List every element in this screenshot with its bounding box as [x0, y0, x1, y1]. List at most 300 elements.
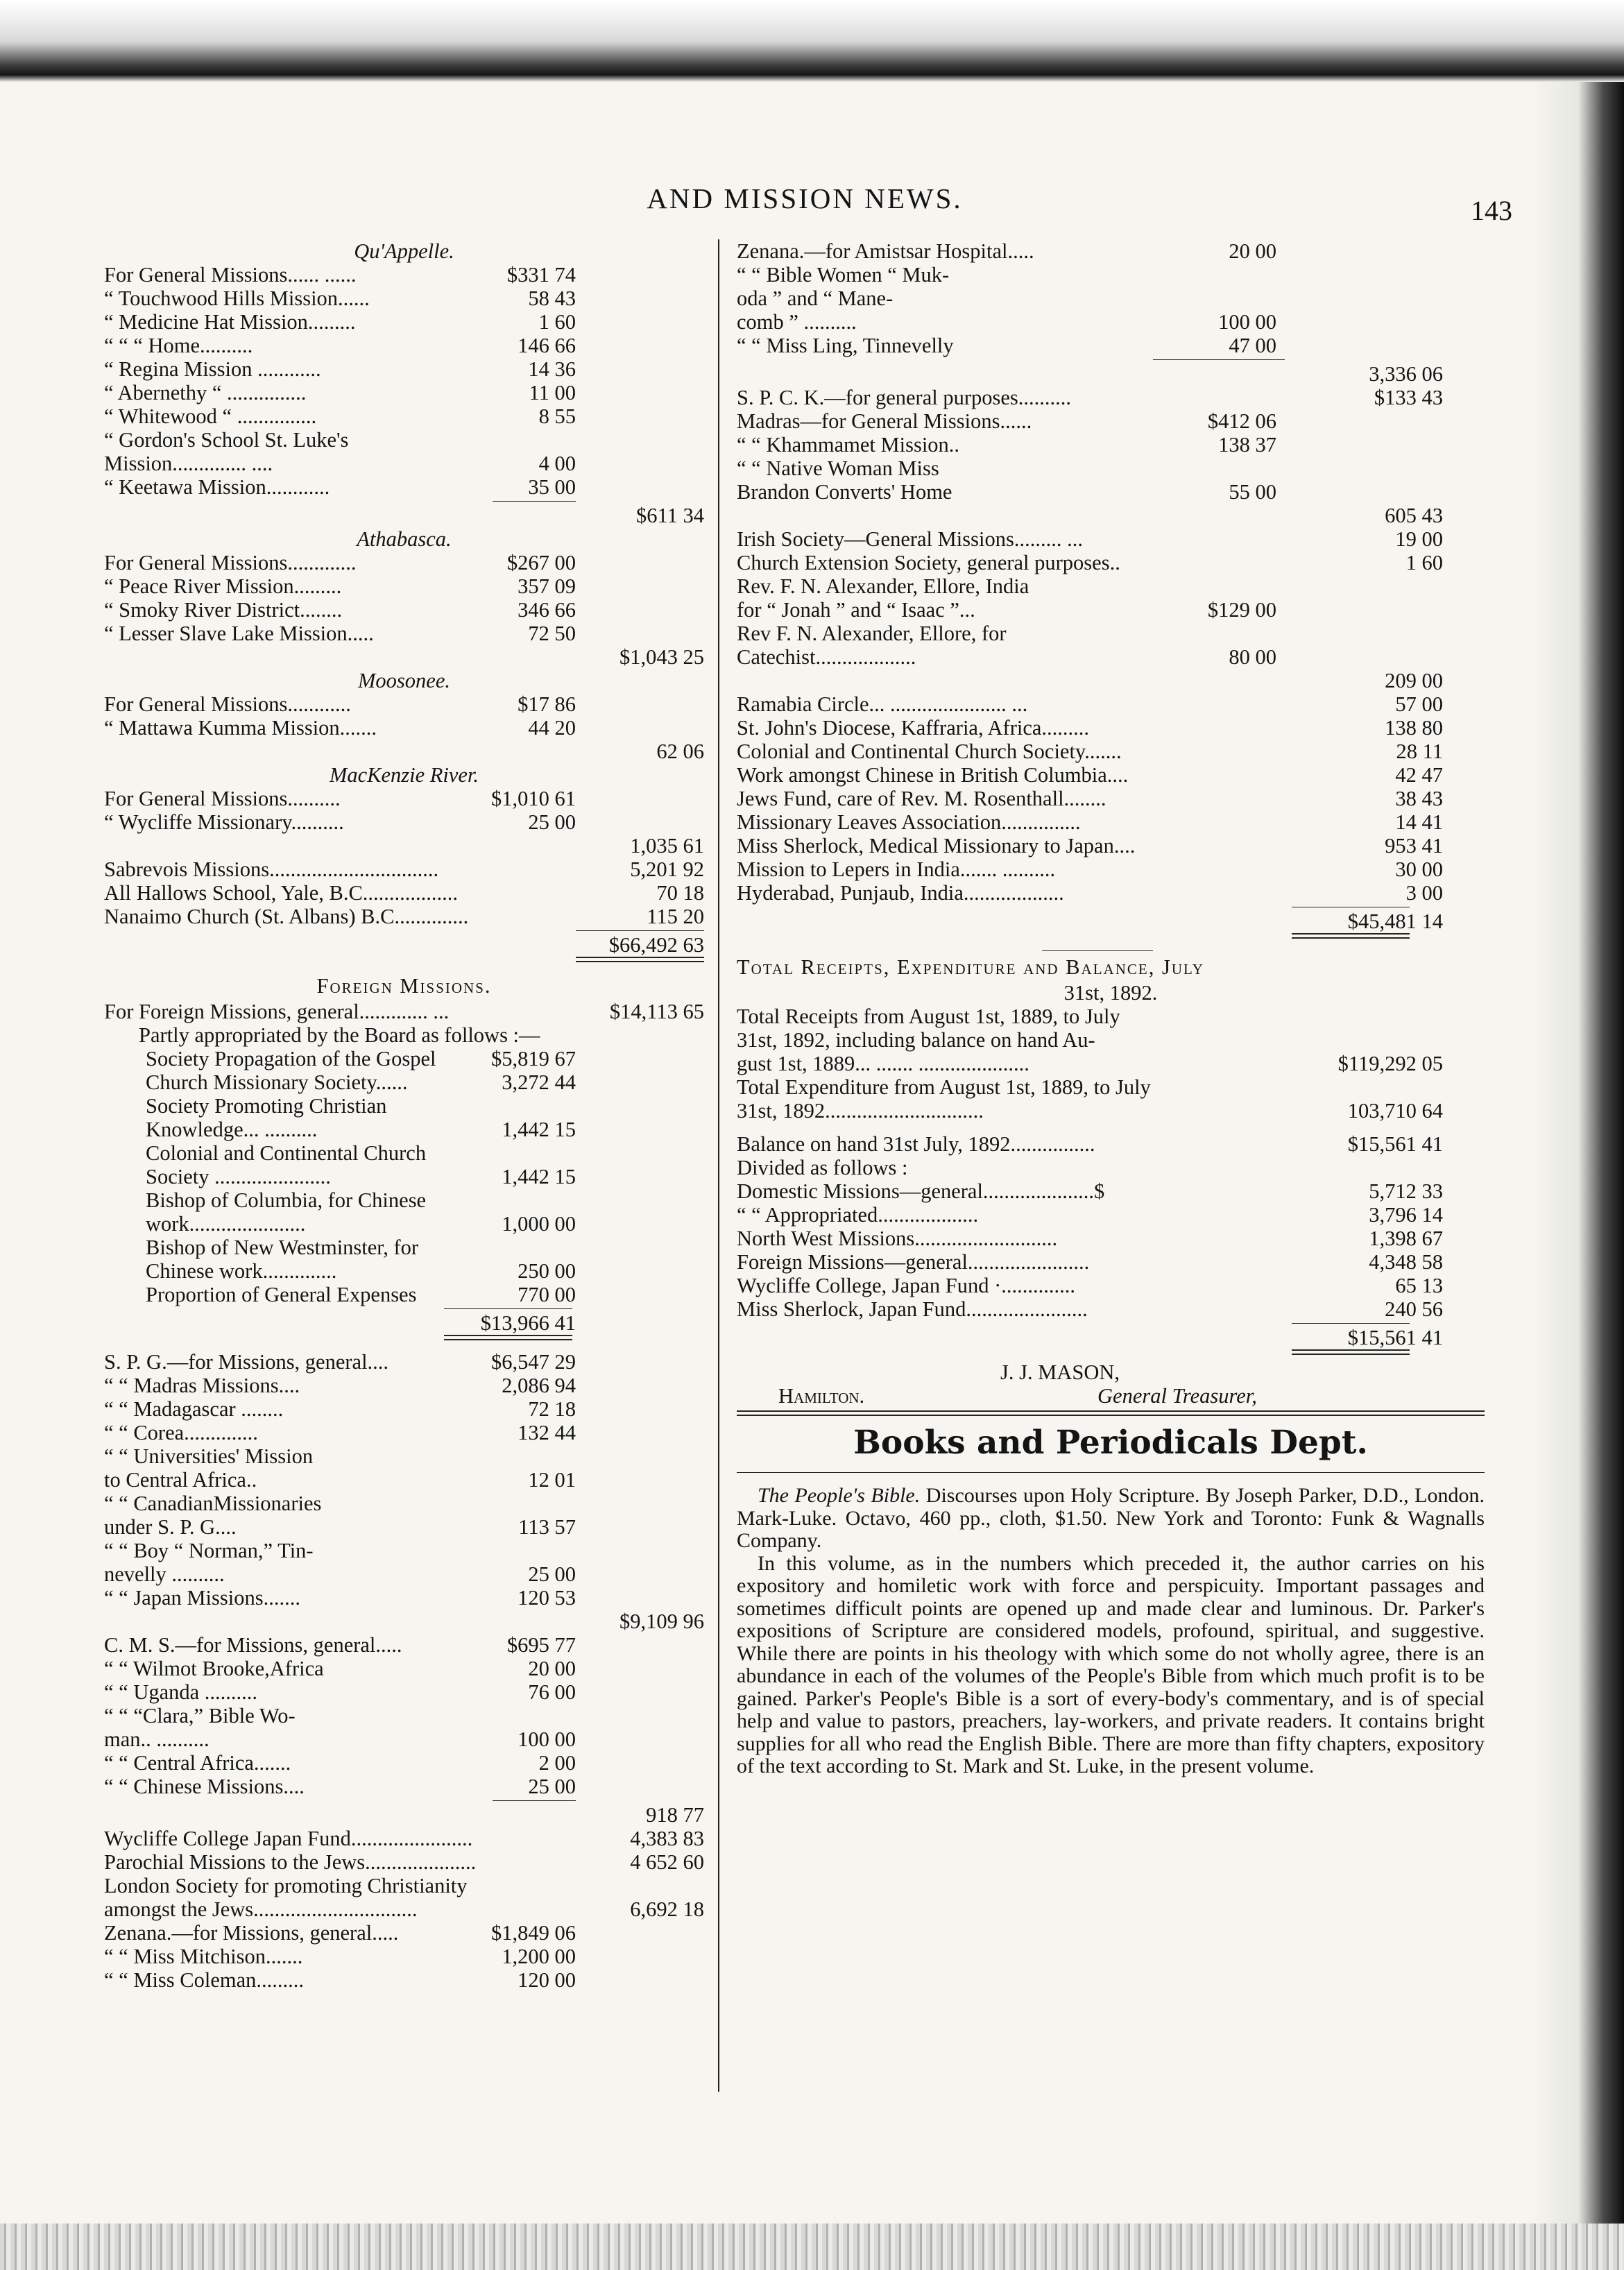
ledger-row [104, 404, 704, 428]
moosonee-list [104, 692, 704, 740]
ledger-row [104, 1118, 704, 1141]
ledger-row [737, 433, 1485, 456]
foreign-missions-heading: Foreign Missions. [316, 974, 492, 998]
row-total: 5,201 92 [630, 857, 704, 881]
row-label: Mission.............. .... [104, 452, 273, 475]
section-total: $1,043 25 [619, 645, 704, 669]
section-total: 605 43 [1385, 504, 1443, 527]
ledger-row [737, 1028, 1485, 1052]
ledger-row [104, 1562, 704, 1586]
ledger-row [104, 1751, 704, 1775]
ledger-row: For Foreign Missions, general............. ... $14,113 65 [104, 1000, 704, 1023]
ledger-row [104, 1444, 704, 1468]
row-total: 38 43 [1395, 787, 1443, 810]
cms-list [104, 1633, 704, 1798]
row-label: London Society for promoting Christianity [104, 1874, 468, 1897]
ledger-row [104, 1827, 704, 1850]
row-amount: 138 37 [1218, 433, 1276, 456]
books-heading: Books and Periodicals Dept. [853, 1424, 1368, 1462]
spck-list [737, 386, 1485, 504]
ledger-row [104, 810, 704, 834]
row-label: “ “ “ Home.......... [104, 334, 253, 357]
ledger-row [104, 1897, 704, 1921]
row-label: “ Wycliffe Missionary.......... [104, 810, 344, 834]
totals-subheading: 31st, 1892. [1063, 981, 1158, 1005]
row-amount: 2,086 94 [502, 1374, 576, 1397]
section-total: 1,035 61 [630, 834, 704, 857]
row-total: $119,292 05 [1337, 1052, 1443, 1075]
ledger-row [104, 1680, 704, 1704]
rule [737, 1472, 1485, 1473]
row-amount: 55 00 [1229, 480, 1276, 504]
row-total: 103,710 64 [1347, 1099, 1443, 1123]
row-label: oda ” and “ Mane- [737, 287, 894, 310]
row-label: Ramabia Circle... ...................... ... [737, 692, 1028, 716]
ledger-row [737, 787, 1485, 810]
ledger-row [104, 1350, 704, 1374]
ledger-row [104, 1283, 704, 1306]
mackenzie-list [104, 787, 704, 834]
row-total: 3 00 [1405, 881, 1443, 905]
row-label: comb ” .......... [737, 310, 857, 334]
row-label: man.. .......... [104, 1727, 210, 1751]
row-label: to Central Africa.. [104, 1468, 257, 1492]
row-amount: 25 00 [528, 1775, 576, 1798]
row-label: “ Smoky River District........ [104, 598, 343, 622]
row-label: amongst the Jews............................... [104, 1897, 418, 1921]
row-label: “ Regina Mission ............ [104, 357, 321, 381]
row-label: “ “ Khammamet Mission.. [737, 433, 960, 456]
ledger-row [104, 381, 704, 404]
row-label: Work amongst Chinese in British Columbia.... [737, 763, 1129, 787]
double-rule [1292, 1349, 1410, 1355]
ledger-row [737, 1274, 1485, 1297]
ledger-row [104, 1374, 704, 1397]
section-total: $611 34 [636, 504, 704, 527]
row-amount: 47 00 [1229, 334, 1276, 357]
row-label: “ “ Central Africa....... [104, 1751, 291, 1775]
row-label: Jews Fund, care of Rev. M. Rosenthall........ [737, 787, 1106, 810]
row-total: 115 20 [647, 905, 704, 928]
row-amount: 146 66 [518, 334, 576, 357]
ledger-row [104, 475, 704, 499]
ledger-row: Partly appropriated by the Board as follows :— [139, 1023, 540, 1047]
row-amount: 72 18 [528, 1397, 576, 1421]
ledger-row [737, 740, 1485, 763]
ledger-row [104, 1141, 704, 1165]
ledger-row [104, 1874, 704, 1897]
row-label: Wycliffe College Japan Fund....................... [104, 1827, 473, 1850]
section-total: 918 77 [646, 1803, 704, 1827]
ledger-row [104, 574, 704, 598]
double-rule [444, 1335, 572, 1340]
row-amount: 3,272 44 [502, 1070, 576, 1094]
row-label: gust 1st, 1889... ....... ..................... [737, 1052, 1029, 1075]
ledger-row [104, 692, 704, 716]
ledger-row [737, 692, 1485, 716]
row-amount: 80 00 [1229, 645, 1276, 669]
row-label: Catechist................... [737, 645, 916, 669]
row-amount: 35 00 [528, 475, 576, 499]
row-label: “ Whitewood “ ............... [104, 404, 317, 428]
row-total: 42 47 [1395, 763, 1443, 787]
page-number: 143 [1471, 195, 1512, 226]
row-total: 57 00 [1395, 692, 1443, 716]
row-label: Sabrevois Missions................................ [104, 857, 439, 881]
review-intro: The People's Bible. Discourses upon Holy Scripture. By Joseph Parker, D.D., London. Mark-Luke. Octavo, 460 pp., cloth, $1.50. New York and Toronto: Funk & Wagnalls Company. [737, 1484, 1485, 1552]
ledger-row [104, 1633, 704, 1657]
ledger-row [104, 452, 704, 475]
ledger-row [737, 480, 1485, 504]
row-label: under S. P. G.... [104, 1515, 237, 1539]
row-amount: $267 00 [506, 551, 576, 574]
ledger-row [737, 1075, 1485, 1099]
row-amount: $1,849 06 [491, 1921, 576, 1945]
misc-list [104, 857, 704, 928]
row-amount: 4 00 [538, 452, 576, 475]
athabasca-list [104, 551, 704, 645]
row-amount: $1,010 61 [491, 787, 576, 810]
row-total: $133 43 [1374, 386, 1443, 409]
row-label: Nanaimo Church (St. Albans) B.C.............. [104, 905, 469, 928]
ledger-row [737, 1156, 1485, 1179]
row-amount: 120 00 [518, 1968, 576, 1992]
row-amount: 12 01 [528, 1468, 576, 1492]
ledger-row [104, 716, 704, 740]
row-total: 30 00 [1395, 857, 1443, 881]
double-rule [737, 1410, 1485, 1416]
section-heading: MacKenzie River. [329, 763, 479, 787]
row-label: nevelly .......... [104, 1562, 225, 1586]
ledger-row [737, 1132, 1485, 1156]
ledger-row [737, 645, 1485, 669]
row-label: Proportion of General Expenses [146, 1283, 417, 1306]
ledger-row [737, 456, 1485, 480]
row-amount: 20 00 [528, 1657, 576, 1680]
balance-total: $15,561 41 [1347, 1326, 1443, 1349]
ledger-row [104, 287, 704, 310]
section-total: 62 06 [656, 740, 704, 763]
row-amount: 132 44 [518, 1421, 576, 1444]
row-total: 6,692 18 [630, 1897, 704, 1921]
ledger-row [104, 1539, 704, 1562]
row-label: “ Touchwood Hills Mission...... [104, 287, 370, 310]
ledger-row [104, 1468, 704, 1492]
review-body: In this volume, as in the numbers which preceded it, the author carries on his expository and homiletic work with force and perspicuity. Important passages and sometimes difficult points are opened up and made clear and luminous. Dr. Parker's expositions of Scripture are considered models, profound, spiritual, and suggestive. While there are points in his theology with which some do not wholly agree, there is an abundance in each of the volumes of the People's Bible from which much profit is to be gained. Parker's People's Bible is a sort of every-body's commentary, and is of special help and value to pastors, preachers, lay-workers, and private readers. It contains bright supplies for all who read the English Bible. There are more than fifty chapters, expository of the text according to St. Mark and St. Luke, in the present volume. [737, 1551, 1485, 1777]
row-total: 14 41 [1395, 810, 1443, 834]
row-label: Mission to Lepers in India....... .......... [737, 857, 1056, 881]
ledger-row [737, 263, 1485, 287]
ledger-row [104, 1165, 704, 1188]
row-label: “ “ Madagascar ........ [104, 1397, 284, 1421]
row-total: 1,398 67 [1369, 1227, 1443, 1250]
ledger-row [737, 622, 1485, 645]
row-amount: 770 00 [518, 1283, 576, 1306]
row-label: All Hallows School, Yale, B.C.................. [104, 881, 459, 905]
column-divider [718, 239, 719, 2092]
row-label: Missionary Leaves Association............... [737, 810, 1081, 834]
row-label: “ “ Madras Missions.... [104, 1374, 300, 1397]
row-total: 70 18 [656, 881, 704, 905]
more-list [737, 692, 1485, 905]
row-label: “ Abernethy “ ............... [104, 381, 307, 404]
row-amount: 1,442 15 [502, 1165, 576, 1188]
domestic-total: $66,492 63 [608, 933, 704, 957]
row-label: “ “ Miss Coleman......... [104, 1968, 305, 1992]
short-rule [1042, 950, 1153, 951]
ledger-row [104, 1945, 704, 1968]
tail-list [104, 1827, 704, 1992]
section-heading: Athabasca. [357, 527, 452, 551]
row-amount: 100 00 [1218, 310, 1276, 334]
row-label: Society ...................... [146, 1165, 331, 1188]
row-amount: 20 00 [1229, 239, 1276, 263]
ledger-row [737, 598, 1485, 622]
row-label: Chinese work.............. [146, 1259, 337, 1283]
row-label: Colonial and Continental Church [146, 1141, 427, 1165]
row-label: for “ Jonah ” and “ Isaac ”... [737, 598, 975, 622]
ledger-row [737, 409, 1485, 433]
ledger-row [104, 1657, 704, 1680]
ledger-row [104, 1586, 704, 1610]
row-label: Foreign Missions—general....................... [737, 1250, 1090, 1274]
ledger-row [104, 1515, 704, 1539]
ledger-row [104, 1236, 704, 1259]
row-total: 1 60 [1405, 551, 1443, 574]
row-label: “ “ Appropriated................... [737, 1203, 979, 1227]
row-amount: 8 55 [538, 404, 576, 428]
ledger-row [104, 622, 704, 645]
scan-top-edge [0, 0, 1624, 82]
row-label: Domestic Missions—general.....................$ [737, 1179, 1105, 1203]
right-column [737, 239, 1485, 1778]
ledger-row [737, 857, 1485, 881]
row-label: Knowledge... .......... [146, 1118, 318, 1141]
ledger-row [737, 310, 1485, 334]
row-label: “ Peace River Mission......... [104, 574, 342, 598]
balance-list [737, 1132, 1485, 1321]
row-label: Total Expenditure from August 1st, 1889, to July [737, 1075, 1151, 1099]
row-total: 19 00 [1395, 527, 1443, 551]
row-total: 28 11 [1396, 740, 1443, 763]
row-label: “ “ Corea.............. [104, 1421, 258, 1444]
row-label: “ Keetawa Mission............ [104, 475, 330, 499]
row-label: “ “ Bible Women “ Muk- [737, 263, 950, 287]
sum-rule [444, 1308, 572, 1309]
row-amount: 113 57 [518, 1515, 576, 1539]
row-label: For General Missions............. [104, 551, 357, 574]
row-amount: 25 00 [528, 1562, 576, 1586]
row-label: “ “ Chinese Missions.... [104, 1775, 305, 1798]
row-total: 65 13 [1395, 1274, 1443, 1297]
row-amount: $129 00 [1207, 598, 1276, 622]
ledger-row [104, 787, 704, 810]
ledger-row [104, 1850, 704, 1874]
row-amount: 14 36 [528, 357, 576, 381]
ledger-row [104, 598, 704, 622]
spg-list [104, 1350, 704, 1610]
totals-heading: Total Receipts, Expenditure and Balance, July [737, 955, 1204, 979]
row-label: Zenana.—for Amistsar Hospital..... [737, 239, 1034, 263]
row-label: Church Extension Society, general purposes.. [737, 551, 1120, 574]
ledger-row [737, 810, 1485, 834]
row-amount: 25 00 [528, 810, 576, 834]
row-label: Miss Sherlock, Japan Fund....................... [737, 1297, 1088, 1321]
scan-right-edge [1537, 82, 1624, 2224]
ledger-row [104, 1070, 704, 1094]
row-label: Rev. F. N. Alexander, Ellore, India [737, 574, 1029, 598]
row-label: “ “ Uganda .......... [104, 1680, 258, 1704]
quappelle-list [104, 263, 704, 499]
row-amount: $412 06 [1207, 409, 1276, 433]
foreign-list [104, 1047, 704, 1306]
ledger-row [737, 1203, 1485, 1227]
ledger-row [737, 1297, 1485, 1321]
ledger-row [737, 834, 1485, 857]
double-rule [1292, 933, 1410, 939]
ledger-row [104, 428, 704, 452]
row-label: “ “ Japan Missions....... [104, 1586, 300, 1610]
row-label: Bishop of New Westminster, for [146, 1236, 419, 1259]
ledger-row [104, 310, 704, 334]
ledger-row [104, 1704, 704, 1727]
ledger-row [104, 357, 704, 381]
row-amount: 1,442 15 [502, 1118, 576, 1141]
row-amount: 2 00 [538, 1751, 576, 1775]
ledger-row [104, 1775, 704, 1798]
row-label: Hyderabad, Punjaub, India................... [737, 881, 1064, 905]
row-label: For General Missions............ [104, 692, 351, 716]
double-rule [576, 957, 704, 962]
row-total: 953 41 [1385, 834, 1443, 857]
signature-block: J. J. MASON, Hamilton. General Treasurer, [778, 1360, 1257, 1408]
others-list [737, 527, 1485, 669]
ledger-row [737, 527, 1485, 551]
row-label: Miss Sherlock, Medical Missionary to Japan.... [737, 834, 1136, 857]
row-label: Bishop of Columbia, for Chinese [146, 1188, 427, 1212]
row-amount: 58 43 [528, 287, 576, 310]
row-label: Divided as follows : [737, 1156, 908, 1179]
row-amount: $331 74 [506, 263, 576, 287]
ledger-row [104, 1421, 704, 1444]
sum-rule [1292, 1323, 1410, 1324]
row-total: 4,383 83 [630, 1827, 704, 1850]
row-label: work...................... [146, 1212, 306, 1236]
row-label: Zenana.—for Missions, general..... [104, 1921, 399, 1945]
row-label: Brandon Converts' Home [737, 480, 952, 504]
row-amount: 11 00 [529, 381, 576, 404]
row-label: S. P. G.—for Missions, general.... [104, 1350, 389, 1374]
row-label: Colonial and Continental Church Society....... [737, 740, 1122, 763]
row-amount: 357 09 [518, 574, 576, 598]
running-title: AND MISSION NEWS. [647, 182, 963, 214]
row-label: “ “ Miss Mitchison....... [104, 1945, 303, 1968]
sum-rule [493, 501, 576, 502]
sum-rule [576, 930, 704, 931]
row-total: $15,561 41 [1347, 1132, 1443, 1156]
row-label: Rev F. N. Alexander, Ellore, for [737, 622, 1007, 645]
row-label: Society Propagation of the Gospel [146, 1047, 436, 1070]
ledger-row [104, 1921, 704, 1945]
ledger-row [737, 551, 1485, 574]
ledger-row [104, 1492, 704, 1515]
section-heading: Moosonee. [358, 669, 450, 692]
sum-rule [1153, 359, 1285, 360]
ledger-row [737, 334, 1485, 357]
ledger-row [104, 905, 704, 928]
ledger-row [104, 1259, 704, 1283]
section-total: 3,336 06 [1369, 362, 1443, 386]
row-label: “ “ CanadianMissionaries [104, 1492, 322, 1515]
foreign-total: $45,481 14 [1347, 910, 1443, 933]
row-amount: $5,819 67 [491, 1047, 576, 1070]
row-label: Irish Society—General Missions......... ... [737, 527, 1083, 551]
row-total: 4,348 58 [1369, 1250, 1443, 1274]
row-label: S. P. C. K.—for general purposes.......... [737, 386, 1072, 409]
row-label: Total Receipts from August 1st, 1889, to July [737, 1005, 1120, 1028]
row-label: St. John's Diocese, Kaffraria, Africa......... [737, 716, 1090, 740]
row-label: Church Missionary Society...... [146, 1070, 408, 1094]
page-header [97, 182, 1512, 230]
ledger-row [104, 1968, 704, 1992]
row-total: 5,712 33 [1369, 1179, 1443, 1203]
scan-bottom-edge [0, 2224, 1624, 2270]
row-amount: 76 00 [528, 1680, 576, 1704]
ledger-row [104, 334, 704, 357]
row-amount: $6,547 29 [491, 1350, 576, 1374]
ledger-row [104, 1094, 704, 1118]
row-amount: 120 53 [518, 1586, 576, 1610]
row-amount: 72 50 [528, 622, 576, 645]
ledger-row [737, 1250, 1485, 1274]
row-label: Wycliffe College, Japan Fund ·.............. [737, 1274, 1076, 1297]
row-label: Society Promoting Christian [146, 1094, 387, 1118]
row-label: “ Mattawa Kumma Mission....... [104, 716, 377, 740]
row-label: For General Missions...... ...... [104, 263, 357, 287]
row-label: For General Missions.......... [104, 787, 341, 810]
ledger-row [104, 1188, 704, 1212]
left-column [104, 239, 704, 1992]
row-amount: 346 66 [518, 598, 576, 622]
ledger-row [737, 1179, 1485, 1203]
row-amount: 250 00 [518, 1259, 576, 1283]
row-amount: $17 86 [518, 692, 576, 716]
row-label: 31st, 1892.............................. [737, 1099, 984, 1123]
row-label: “ “ Boy “ Norman,” Tin- [104, 1539, 314, 1562]
row-label: C. M. S.—for Missions, general..... [104, 1633, 402, 1657]
ledger-row [737, 287, 1485, 310]
ledger-row [737, 716, 1485, 740]
ledger-row [104, 263, 704, 287]
row-amount: 1,000 00 [502, 1212, 576, 1236]
row-label: 31st, 1892, including balance on hand Au- [737, 1028, 1095, 1052]
row-total: 4 652 60 [630, 1850, 704, 1874]
row-amount: 44 20 [528, 716, 576, 740]
ledger-row [737, 239, 1485, 263]
row-total: 138 80 [1385, 716, 1443, 740]
row-amount: $695 77 [506, 1633, 576, 1657]
row-label: “ Medicine Hat Mission......... [104, 310, 356, 334]
zenana-list [737, 239, 1485, 357]
row-label: “ Lesser Slave Lake Mission..... [104, 622, 374, 645]
row-label: North West Missions........................... [737, 1227, 1058, 1250]
ledger-row [104, 1397, 704, 1421]
row-label: “ “ “Clara,” Bible Wo- [104, 1704, 296, 1727]
ledger-row [737, 881, 1485, 905]
row-label: Parochial Missions to the Jews..................... [104, 1850, 477, 1874]
row-amount: 100 00 [518, 1727, 576, 1751]
ledger-row [737, 1052, 1485, 1075]
